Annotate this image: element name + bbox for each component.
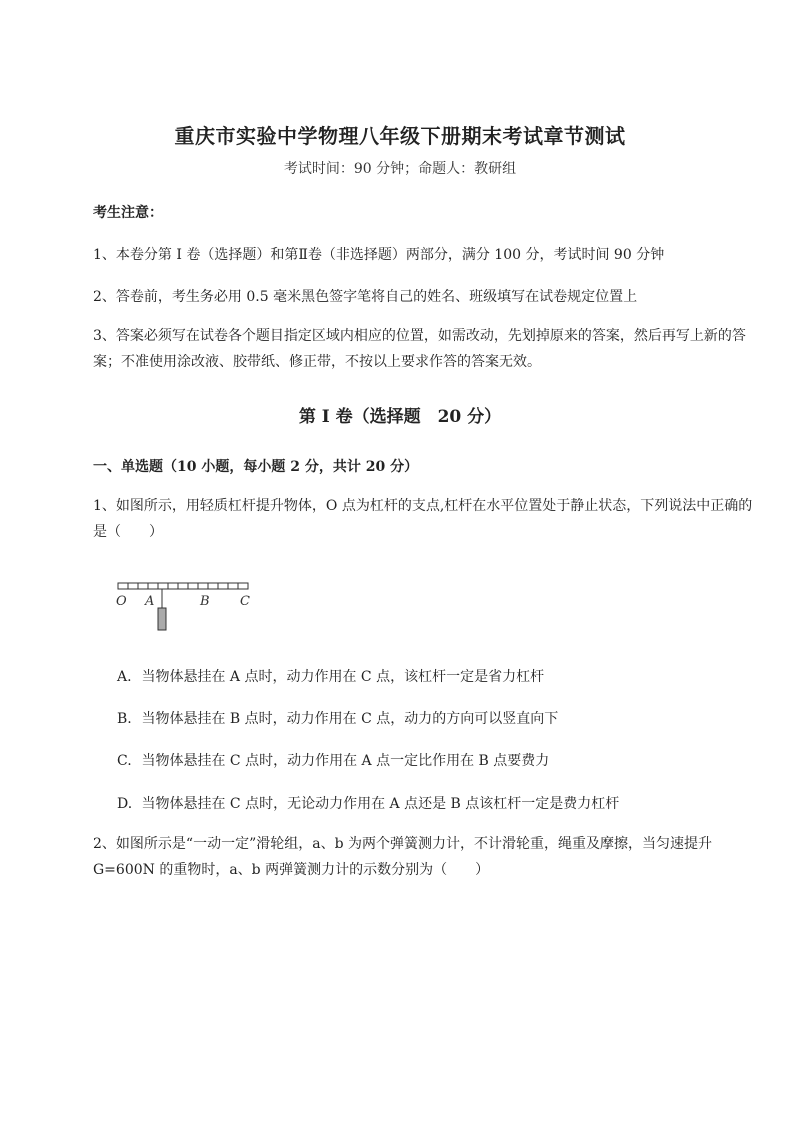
notice-item-1: 1、本卷分第 I 卷（选择题）和第Ⅱ卷（非选择题）两部分，满分 100 分，考试时间 90 分钟 — [93, 247, 665, 263]
section-title: 第 I 卷（选择题 20 分） — [298, 407, 502, 427]
option-d — [117, 793, 619, 813]
notice-heading: 考生注意： — [93, 205, 163, 221]
option-c-text: 当物体悬挂在 C 点时，动力作用在 A 点一定比作用在 B 点要费力 — [141, 753, 550, 769]
notice-item-2: 2、答卷前，考生务必用 0.5 毫米黑色签字笔将自己的姓名、班级填写在试卷规定位置上 — [93, 289, 638, 305]
option-d-letter: D. — [117, 796, 133, 812]
label-c: C — [240, 594, 250, 609]
option-c — [117, 750, 549, 770]
label-b: B — [200, 594, 210, 609]
exam-info: 考试时间：90 分钟；命题人：教研组 — [283, 161, 517, 177]
lever-figure — [112, 578, 272, 638]
label-o: O — [116, 594, 127, 609]
hanging-weight — [158, 608, 166, 630]
option-a-text: 当物体悬挂在 A 点时，动力作用在 C 点，该杠杆一定是省力杠杆 — [141, 669, 545, 685]
page-title: 重庆市实验中学物理八年级下册期末考试章节测试 — [174, 124, 626, 148]
option-a — [117, 666, 544, 686]
option-d-text: 当物体悬挂在 C 点时，无论动力作用在 A 点还是 B 点该杠杆一定是费力杠杆 — [141, 796, 620, 812]
option-b-letter: B. — [117, 711, 132, 727]
option-b-text: 当物体悬挂在 B 点时，动力作用在 C 点，动力的方向可以竖直向下 — [141, 711, 559, 727]
option-a-letter: A. — [117, 669, 132, 685]
notice-item-3: 3、答案必须写在试卷各个题目指定区域内相应的位置，如需改动，先划掉原来的答案，然后再写上新的答案；不准使用涂改液、胶带纸、修正带，不按以上要求作答的答案无效。 — [93, 328, 746, 370]
question-1-stem: 1、如图所示，用轻质杠杆提升物体，O 点为杠杆的支点,杠杆在水平位置处于静止状态，下列说法中正确的是（ ） — [93, 498, 753, 540]
part-heading: 一、单选题（10 小题，每小题 2 分，共计 20 分） — [93, 459, 419, 475]
option-b — [117, 708, 558, 728]
label-a: A — [145, 594, 155, 609]
option-c-letter: C. — [117, 753, 132, 769]
question-2-stem: 2、如图所示是“一动一定”滑轮组，a、b 为两个弹簧测力计，不计滑轮重，绳重及摩擦，当匀速提升 G=600N 的重物时，a、b 两弹簧测力计的示数分别为（ ） — [93, 836, 712, 878]
